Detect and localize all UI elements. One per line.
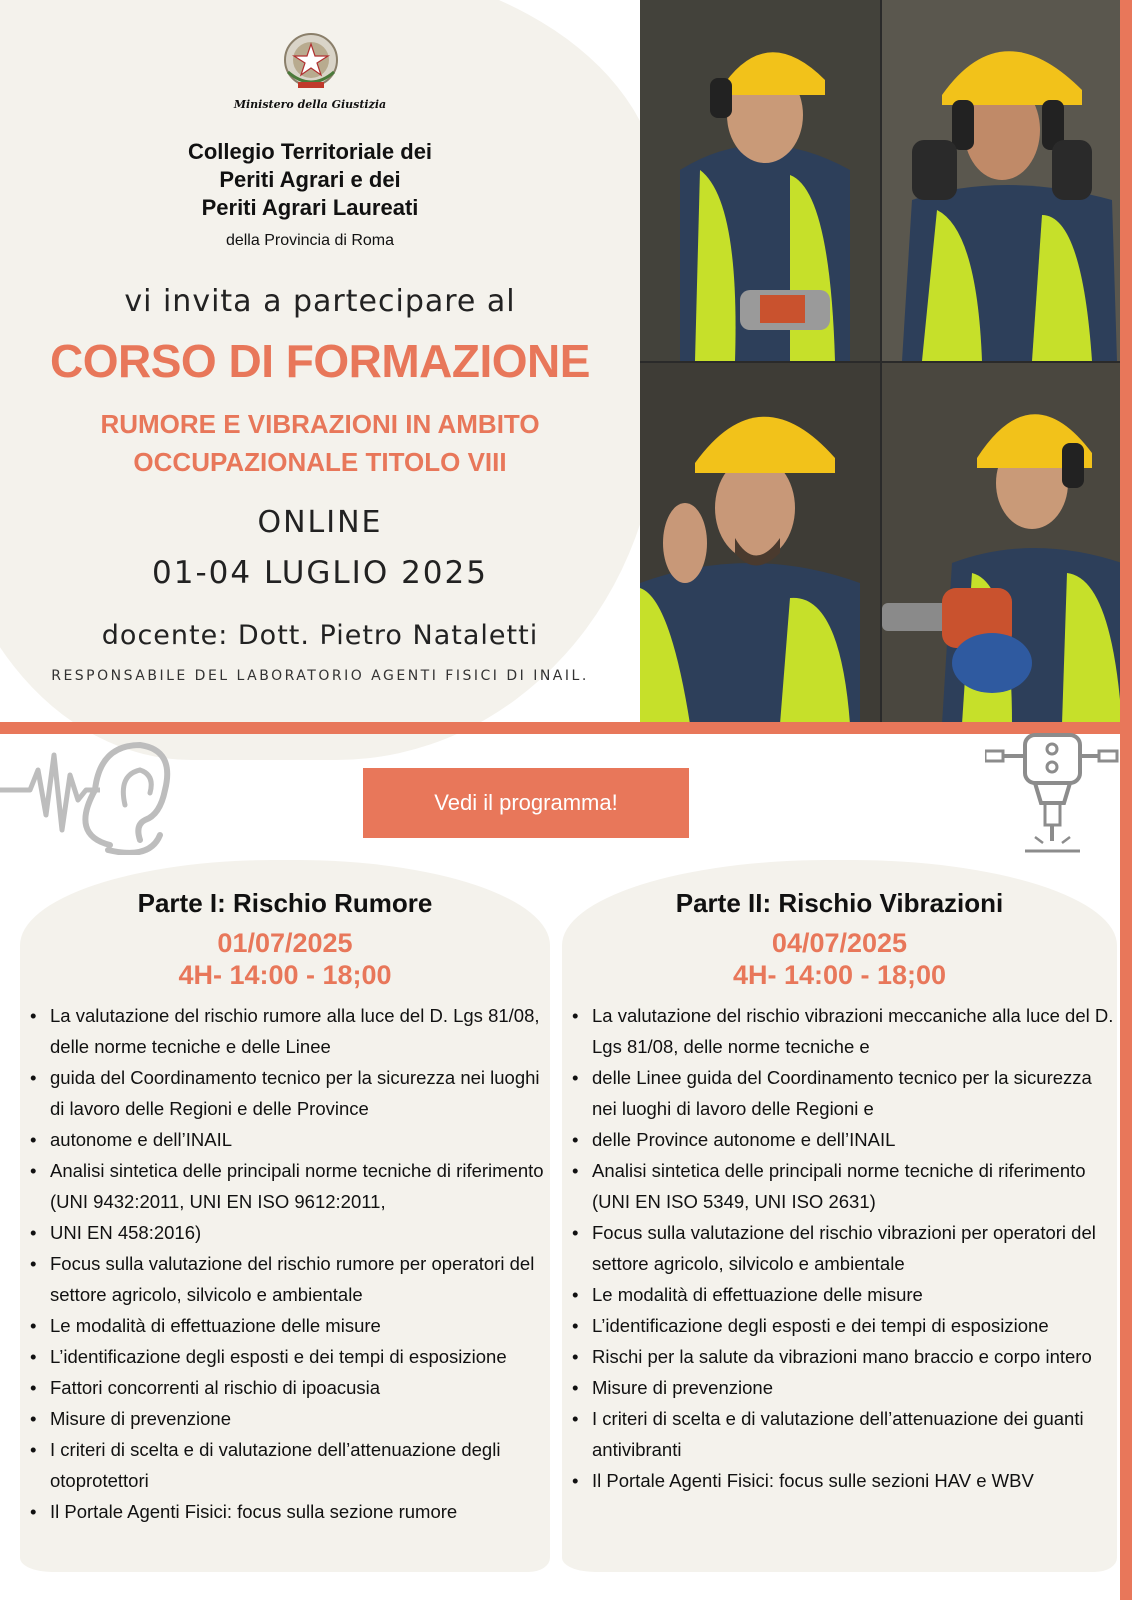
worker-photo-1 (640, 0, 880, 361)
list-item: • I criteri di scelta e di valutazione dell’attenuazione dei guanti antivibranti (592, 1403, 1117, 1465)
jackhammer-icon (985, 733, 1120, 863)
province-text: della Provincia di Roma (225, 232, 395, 249)
worker-photo-3 (640, 363, 880, 724)
list-item: • L’identificazione degli esposti e dei tempi di esposizione (50, 1341, 550, 1372)
course-mode: ONLINE (257, 505, 383, 540)
accent-side-bar (1120, 0, 1132, 1600)
list-item: • delle Province autonome e dell’INAIL (592, 1124, 1117, 1155)
list-item: • Le modalità di effettuazione delle misure (50, 1310, 550, 1341)
teacher-name: docente: Dott. Pietro Nataletti (101, 620, 539, 651)
college-name (130, 138, 490, 222)
part1-date: 01/07/2025 (217, 928, 353, 958)
list-item: • Misure di prevenzione (592, 1372, 1117, 1403)
list-item: • Analisi sintetica delle principali norme tecniche di riferimento (UNI 9432:2011, UNI EN ISO 9612:2011, (50, 1155, 550, 1217)
accent-divider (0, 722, 1132, 734)
list-item: • Il Portale Agenti Fisici: focus sulla sezione rumore (50, 1496, 550, 1527)
list-item: • La valutazione del rischio vibrazioni meccaniche alla luce del D. Lgs 81/08, delle norme tecniche e (592, 1000, 1117, 1062)
list-item: • L’identificazione degli esposti e dei tempi di esposizione (592, 1310, 1117, 1341)
list-item: • La valutazione del rischio rumore alla luce del D. Lgs 81/08, delle norme tecniche e delle Linee (50, 1000, 550, 1062)
course-title: CORSO DI FORMAZIONE (50, 335, 590, 387)
list-item: • delle Linee guida del Coordinamento tecnico per la sicurezza nei luoghi di lavoro delle Regioni e (592, 1062, 1117, 1124)
part1-topics (28, 1000, 550, 1527)
list-item: • Il Portale Agenti Fisici: focus sulle sezioni HAV e WBV (592, 1465, 1117, 1496)
subtitle-line: RUMORE E VIBRAZIONI IN AMBITO (100, 409, 540, 439)
worker-photo-2 (882, 0, 1122, 361)
list-item: • Fattori concorrenti al rischio di ipoacusia (50, 1372, 550, 1403)
subtitle-line: OCCUPAZIONALE TITOLO VIII (133, 447, 507, 477)
part2-panel (562, 860, 1117, 1572)
course-subtitle (40, 405, 600, 481)
list-item: • UNI EN 458:2016) (50, 1217, 550, 1248)
ministry-name: Ministero della Giustizia (233, 98, 387, 111)
list-item: • Analisi sintetica delle principali norme tecniche di riferimento (UNI EN ISO 5349, UNI ISO 2631) (592, 1155, 1117, 1217)
list-item: • autonome e dell’INAIL (50, 1124, 550, 1155)
teacher-role: RESPONSABILE DEL LABORATORIO AGENTI FISICI DI INAIL. (51, 668, 589, 684)
part1-panel (20, 860, 550, 1572)
college-line: Collegio Territoriale dei (187, 139, 433, 164)
college-line: Periti Agrari e dei (219, 167, 401, 192)
invite-text: vi invita a partecipare al (124, 284, 516, 319)
list-item: • Focus sulla valutazione del rischio rumore per operatori del settore agricolo, silvicolo e ambientale (50, 1248, 550, 1310)
list-item: • Misure di prevenzione (50, 1403, 550, 1434)
list-item: • Focus sulla valutazione del rischio vibrazioni per operatori del settore agricolo, silvicolo e ambientale (592, 1217, 1117, 1279)
list-item: • Le modalità di effettuazione delle misure (592, 1279, 1117, 1310)
part2-time: 4H- 14:00 - 18;00 (732, 960, 947, 990)
worker-photo-4 (882, 363, 1122, 724)
course-dates: 01-04 LUGLIO 2025 (152, 555, 488, 591)
part1-time: 4H- 14:00 - 18;00 (178, 960, 392, 990)
part2-date: 04/07/2025 (771, 928, 908, 958)
workers-photo-grid (640, 0, 1120, 722)
program-button[interactable]: Vedi il programma! (363, 768, 689, 838)
list-item: • Rischi per la salute da vibrazioni mano braccio e corpo intero (592, 1341, 1117, 1372)
part1-title: Parte I: Rischio Rumore (137, 888, 433, 918)
college-line: Periti Agrari Laureati (201, 195, 419, 220)
part2-topics (570, 1000, 1117, 1496)
list-item: • guida del Coordinamento tecnico per la sicurezza nei luoghi di lavoro delle Regioni e delle Province (50, 1062, 550, 1124)
italian-emblem-icon (278, 28, 344, 94)
part2-title: Parte II: Rischio Vibrazioni (675, 888, 1004, 918)
ear-sound-wave-icon (0, 735, 175, 855)
list-item: • I criteri di scelta e di valutazione dell’attenuazione degli otoprotettori (50, 1434, 550, 1496)
